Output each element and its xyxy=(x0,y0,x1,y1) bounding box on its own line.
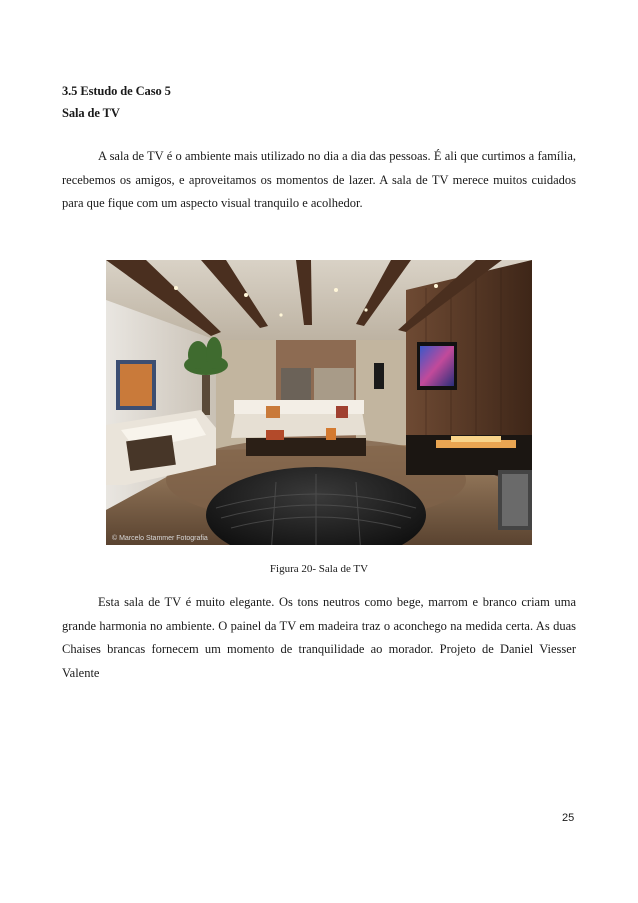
page-number: 25 xyxy=(562,812,575,824)
section-subtitle: Sala de TV xyxy=(62,106,120,120)
tv-room-photo xyxy=(106,260,532,545)
description-paragraph: Esta sala de TV é muito elegante. Os tons neutros como bege, marrom e branco criam uma grande harmonia no ambiente. O painel da TV em madeira traz o aconchego na medida certa. As duas Chaises brancas fornecem um momento de tranquilidade ao morador. Projeto de Daniel Viesser Valente xyxy=(62,595,576,680)
photo-watermark: © Marcelo Stammer Fotografia xyxy=(112,535,208,542)
figure-caption: Figura 20- Sala de TV xyxy=(269,563,369,575)
intro-paragraph: A sala de TV é o ambiente mais utilizado no dia a dia das pessoas. É ali que curtimos a família, recebemos os amigos, e aproveitamos os momentos de lazer. A sala de TV merece muitos cuidados para que fique com um aspecto visual tranquilo e acolhedor. xyxy=(62,149,576,210)
section-heading: 3.5 Estudo de Caso 5 xyxy=(62,84,171,98)
